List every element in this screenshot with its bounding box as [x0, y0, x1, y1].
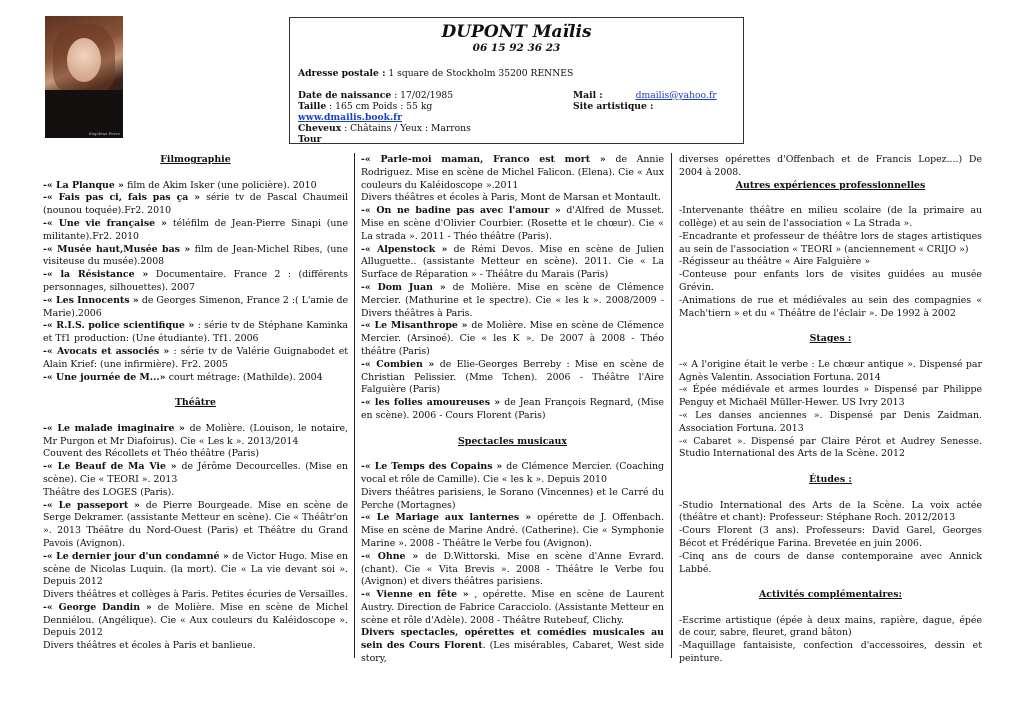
- cv-entry: [43, 372, 348, 385]
- cv-entry: [43, 461, 348, 487]
- cv-entry-details: de Molière. (Louison, le notaire, Mr Purgon et Mr Diafoirus). Cie « Les k ». 2013/2014: [43, 422, 348, 447]
- column-divider-2: [671, 153, 672, 658]
- cv-entry: [361, 154, 664, 192]
- cv-entry: [43, 487, 348, 500]
- cv-entry-details: de Jean François Regnard, (Mise en scène). 2006 - Cours Florent (Paris): [361, 397, 664, 421]
- cv-entry: [43, 180, 348, 193]
- cv-entry: [43, 589, 348, 602]
- cv-entry-details: : série tv de Stéphane Kaminka et Tf1 production: (Une étudiante). Tf1. 2006: [43, 320, 348, 345]
- heading-activities: Activités complémentaires:: [759, 589, 902, 601]
- stages-list: [679, 359, 982, 461]
- cv-entry-details: de Molière. Mise en scène de Clémence Mercier. (Mathurine et le spectre). Cie « les k ». 2008/2009 - Divers théâtres à Paris.: [361, 281, 664, 319]
- cv-entry-title: -« Musée haut,Musée bas »: [43, 243, 195, 255]
- cv-entry-details: . (Les misérables, Cabaret, West side story,: [361, 640, 664, 665]
- cv-line: -Animations de rue et médiévales au sein des compagnies « Mach'tiern » et du « Théâtre de l'éclair ». De 1992 à 2002: [679, 294, 982, 319]
- cv-line: -Cours Florent (3 ans). Professeurs: David Garel, Georges Bécot et Frédérique Farina. Brevetée en juin 2006.: [679, 525, 982, 549]
- cv-entry: [361, 487, 664, 513]
- cv-entry: [361, 589, 664, 627]
- cv-entry: [43, 602, 348, 640]
- cv-entry-details: téléfilm de Jean-Pierre Sinapi (une militante).Fr2. 2010: [43, 217, 348, 242]
- hair-label: Cheveux: [298, 123, 342, 134]
- cv-line: -Régisseur au théâtre « Aire Falguière »: [679, 256, 871, 268]
- cv-entry-details: Couvent des Récollets et Théo théâtre (Paris): [43, 448, 259, 460]
- cv-entry: [43, 295, 348, 321]
- cv-entry-title: -« Les Innocents »: [43, 294, 142, 306]
- cv-entry: [361, 359, 664, 397]
- cv-entry: [43, 320, 348, 346]
- cv-entry: [43, 640, 348, 653]
- cv-entry-details: film de Jean-Michel Ribes, (une visiteuse du musée).2008: [43, 243, 348, 268]
- heading-professional: Autres expériences professionnelles: [735, 179, 926, 191]
- cv-entry-details: film de Akim Isker (une policière). 2010: [127, 179, 317, 191]
- cv-entry-title: -« Combien »: [361, 358, 440, 370]
- cv-entry-details: Divers théâtres et écoles à Paris et banlieue.: [43, 640, 256, 652]
- cv-entry-title: -« Le Mariage aux lanternes »: [361, 512, 538, 524]
- cv-entry-details: de Elie-Georges Berreby : Mise en scène de Christian Pelissier. (Mme Tchen). 2006 - Théâtre l'Aire Falguière (Paris): [361, 358, 664, 396]
- cv-line: -« Cabaret ». Dispensé par Claire Pérot et Audrey Senesse. Studio International des Arts de la Scène. 2012: [679, 435, 982, 460]
- studies-list: [679, 500, 982, 577]
- cv-entry-details: de Molière. Mise en scène de Michel Denniélou. (Angélique). Cie « Aux couleurs du Kaléidoscope ». Depuis 2012: [43, 601, 348, 639]
- cv-line: -Studio International des Arts de la Scène. La voix actée (théâtre et chant): Professeur: Stéphane Roch. 2012/2013: [679, 499, 982, 524]
- cv-entry-details: de Annie Rodriguez. Mise en scène de Michel Falicon. (Elena). Cie « Aux couleurs du Kaléidoscope ».2011: [361, 154, 664, 191]
- cv-entry-title: -« La Planque »: [43, 179, 128, 191]
- cv-entry-details: de D.Wittorski. Mise en scène d'Anne Evrard. (chant). Cie « Vita Brevis ». 2008 - Théâtre le Verbe fou (Avignon) et divers théâtres parisiens.: [361, 550, 664, 588]
- cv-entry: [43, 551, 348, 589]
- cv-entry-title: -« Le passeport »: [43, 499, 146, 511]
- cv-entry-details: Divers théâtres parisiens, le Sorano (Vincennes) et le Carré du Perche (Mortagnes): [361, 486, 664, 511]
- cv-entry-title: -« Vienne en fête »: [361, 589, 475, 601]
- phone-number: 06 15 92 36 23: [472, 42, 561, 54]
- cv-entry: [361, 282, 664, 320]
- column-right: [679, 154, 982, 666]
- cv-entry: [361, 320, 664, 358]
- cv-entry: [361, 627, 664, 665]
- photo-caption: Ségolène Perez: [88, 131, 120, 136]
- cv-entry-title: -« R.I.S. police scientifique »: [43, 320, 198, 332]
- website-link[interactable]: www.dmailis.book.fr: [298, 112, 402, 123]
- cv-entry-title: -« les folies amoureuses »: [361, 397, 505, 409]
- cv-entry-details: de Rémi Devos. Mise en scène de Julien Alluguette.. (assistante Metteur en scène). 2011. Cie « La Surface de Réparation » - Théâtre du Marais (Paris): [361, 243, 664, 281]
- candidate-name: DUPONT Maïlis: [441, 22, 592, 42]
- activities-list: [679, 615, 982, 666]
- heading-studies: Études :: [809, 473, 852, 485]
- cv-entry-title: -« On ne badine pas avec l'amour »: [361, 205, 567, 217]
- birth-label: Date de naissance: [298, 90, 392, 101]
- column-divider-1: [354, 153, 355, 658]
- cv-entry-details: de Pierre Bourgeade. Mise en scène de Serge Dekramer. (assistante Metteur en scène). Cie « Théâtr'on ». 2013 Théâtre du Nord-Ouest (Paris) et Théâtre du Grand Pavois (Avignon).: [43, 499, 348, 549]
- cv-entry-title: -« Le Temps des Copains »: [361, 461, 507, 473]
- cv-entry: [43, 192, 348, 218]
- website-line: [298, 112, 402, 123]
- cv-entry: [43, 500, 348, 551]
- cv-line: -« Épée médiévale et armes lourdes » Dispensé par Philippe Penguy et Michaël Müller-Hewer. US Ivry 2013: [679, 384, 982, 409]
- profile-photo: [45, 16, 123, 138]
- cv-entry-details: de Molière. Mise en scène de Clémence Mercier. (Arsinoé). Cie « les K ». De 2007 à 2008 - Théo théâtre (Paris): [361, 320, 664, 357]
- site-label: Site artistique :: [573, 101, 654, 112]
- cv-entry-title: Divers spectacles, opérettes et comédies musicales au sein des Cours Florent: [361, 627, 664, 652]
- size-label: Taille: [298, 101, 327, 112]
- cv-entry-title: -« George Dandin »: [43, 601, 158, 613]
- mail-line: [573, 90, 717, 101]
- musical-continued: diverses opérettes d'Offenbach et de Francis Lopez....) De 2004 à 2008.: [679, 154, 982, 178]
- cv-entry-details: Divers théâtres et écoles à Paris, Mont de Marsan et Montault.: [361, 192, 661, 204]
- cv-entry: [361, 192, 664, 205]
- address-line: [298, 68, 573, 79]
- cv-entry-title: -« Alpenstock »: [361, 243, 454, 255]
- cv-entry: [361, 461, 664, 487]
- cv-entry: [361, 397, 664, 423]
- cv-entry-details: de Jérôme Decourcelles. (Mise en scène). Cie « TEORI ». 2013: [43, 461, 348, 485]
- cv-entry: [361, 244, 664, 282]
- cv-entry: [43, 423, 348, 449]
- cv-entry-title: -« Une journée de M...»: [43, 371, 169, 383]
- cv-entry-details: de Georges Simenon, France 2 :( L'amie de Marie).2006: [43, 294, 348, 319]
- cv-entry-details: Documentaire. France 2 : (différents personnages, silhouettes). 2007: [43, 269, 348, 293]
- cv-entry-details: Divers théâtres et collèges à Paris. Petites écuries de Versailles.: [43, 589, 348, 601]
- cv-line: -« A l'origine était le verbe : Le chœur antique ». Dispensé par Agnès Valentin. Association Fortuna. 2014: [679, 358, 982, 383]
- cv-entry-title: -« Ohne »: [361, 550, 426, 562]
- address-value: 1 square de Stockholm 35200 RENNES: [385, 68, 574, 79]
- column-left: [43, 154, 348, 653]
- cv-entry-title: -« Une vie française »: [43, 217, 173, 229]
- cv-entry-details: court métrage: (Mathilde). 2004: [168, 371, 323, 383]
- hair-line: [298, 123, 471, 134]
- cv-entry: [43, 244, 348, 270]
- cv-entry: [361, 205, 664, 243]
- site-line: [573, 101, 653, 112]
- address-label: Adresse postale :: [298, 68, 386, 79]
- cv-line: -Cinq ans de cours de danse contemporaine avec Annick Labbé.: [679, 550, 982, 575]
- size-line: [298, 101, 432, 112]
- mail-label: Mail :: [573, 90, 603, 101]
- cv-entry-title: -« Dom Juan »: [361, 281, 453, 293]
- cv-entry-details: , opérette. Mise en scène de Laurent Austry. Direction de Fabrice Caracciolo. (Assistante Metteur en scène et rôle d'Adèle). 2008 - Théâtre Rutebeuf, Clichy.: [361, 589, 664, 626]
- filmography-list: [43, 180, 348, 385]
- cv-line: -Conteuse pour enfants lors de visites guidées au musée Grévin.: [679, 269, 982, 293]
- heading-theatre: Théâtre: [174, 397, 217, 409]
- cv-line: -Maquillage fantaisiste, confection d'accessoires, dessin et peinture.: [679, 640, 982, 665]
- heading-filmography: Filmographie: [160, 154, 231, 165]
- mail-link[interactable]: dmailis@yahoo.fr: [635, 90, 717, 101]
- cv-entry: [43, 269, 348, 295]
- cv-entry-title: -« Fais pas ci, fais pas ça »: [43, 192, 207, 204]
- cv-line: -Escrime artistique (épée à deux mains, rapière, dague, épée de cour, sabre, fleuret, grand bâton): [679, 614, 982, 639]
- identity-box: [289, 17, 744, 144]
- cv-entry: [43, 218, 348, 244]
- cv-entry-details: de Clémence Mercier. (Coaching vocal et rôle de Camille). Cie « les k ». Depuis 2010: [361, 461, 664, 485]
- cv-entry-title: -« Le Beauf de Ma Vie »: [43, 461, 182, 473]
- heading-musical: Spectacles musicaux: [458, 435, 567, 447]
- cv-entry-title: -« Parle-moi maman, Franco est mort »: [361, 154, 616, 165]
- cv-entry-title: -« Le Misanthrope »: [361, 320, 472, 332]
- cut-label: Tour: [298, 134, 322, 144]
- cv-line: -« Les danses anciennes ». Dispensé par Denis Zaidman. Association Fortuna. 2013: [679, 409, 982, 434]
- cv-entry-details: série tv de Pascal Chaumeil (nounou toquée).Fr2. 2010: [43, 192, 349, 217]
- cv-entry-title: -« Avocats et associés »: [43, 345, 174, 357]
- cv-line: -Intervenante théâtre en milieu scolaire (de la primaire au collège) et au sein de l'association « La Strada ».: [679, 205, 982, 229]
- musical-list: [361, 461, 664, 666]
- cv-line: -Encadrante et professeur de théâtre lors de stages artistiques au sein de l'association « TEORI » (anciennement « CRIJO »): [679, 230, 982, 255]
- cv-entry: [361, 551, 664, 589]
- cv-entry-details: Théâtre des LOGES (Paris).: [43, 486, 175, 498]
- cv-entry-title: -« Le dernier jour d'un condamné »: [43, 550, 233, 562]
- cv-entry-title: -« la Résistance »: [43, 269, 156, 281]
- cv-entry-title: -« Le malade imaginaire »: [43, 422, 190, 434]
- cut-line: [298, 134, 321, 144]
- column-middle: [361, 154, 664, 666]
- hair-value: : Châtains / Yeux : Marrons: [341, 123, 471, 134]
- cv-entry-details: de Victor Hugo. Mise en scène de Nicolas Luquin. (la mort). Cie « La vie devant soi ». Depuis 2012: [43, 550, 348, 588]
- birth-value: : 17/02/1985: [391, 90, 454, 101]
- cv-entry-details: d'Alfred de Musset. Mise en scène d'Olivier Courbier. (Rosette et le chœur). Cie « La strada ». 2011 - Théo théâtre (Paris).: [361, 205, 664, 242]
- cv-entry: [361, 512, 664, 550]
- cv-entry-details: : série tv de Valérie Guignabodet et Alain Krief: (une infirmière). Fr2. 2005: [43, 345, 349, 370]
- heading-stages: Stages :: [809, 333, 852, 345]
- photo-face: [67, 38, 101, 82]
- professional-list: [679, 205, 982, 320]
- cv-entry: [43, 448, 348, 461]
- theatre-list-continued: [361, 154, 664, 423]
- theatre-list: [43, 423, 348, 653]
- cv-entry: [43, 346, 348, 372]
- cv-entry-details: opérette de J. Offenbach. Mise en scène de Marine André. (Catherine). Cie « Symphonie Marine ». 2008 - Théâtre le Verbe fou (Avignon).: [361, 512, 664, 549]
- size-value: : 165 cm Poids : 55 kg: [326, 101, 433, 112]
- birth-line: [298, 90, 453, 101]
